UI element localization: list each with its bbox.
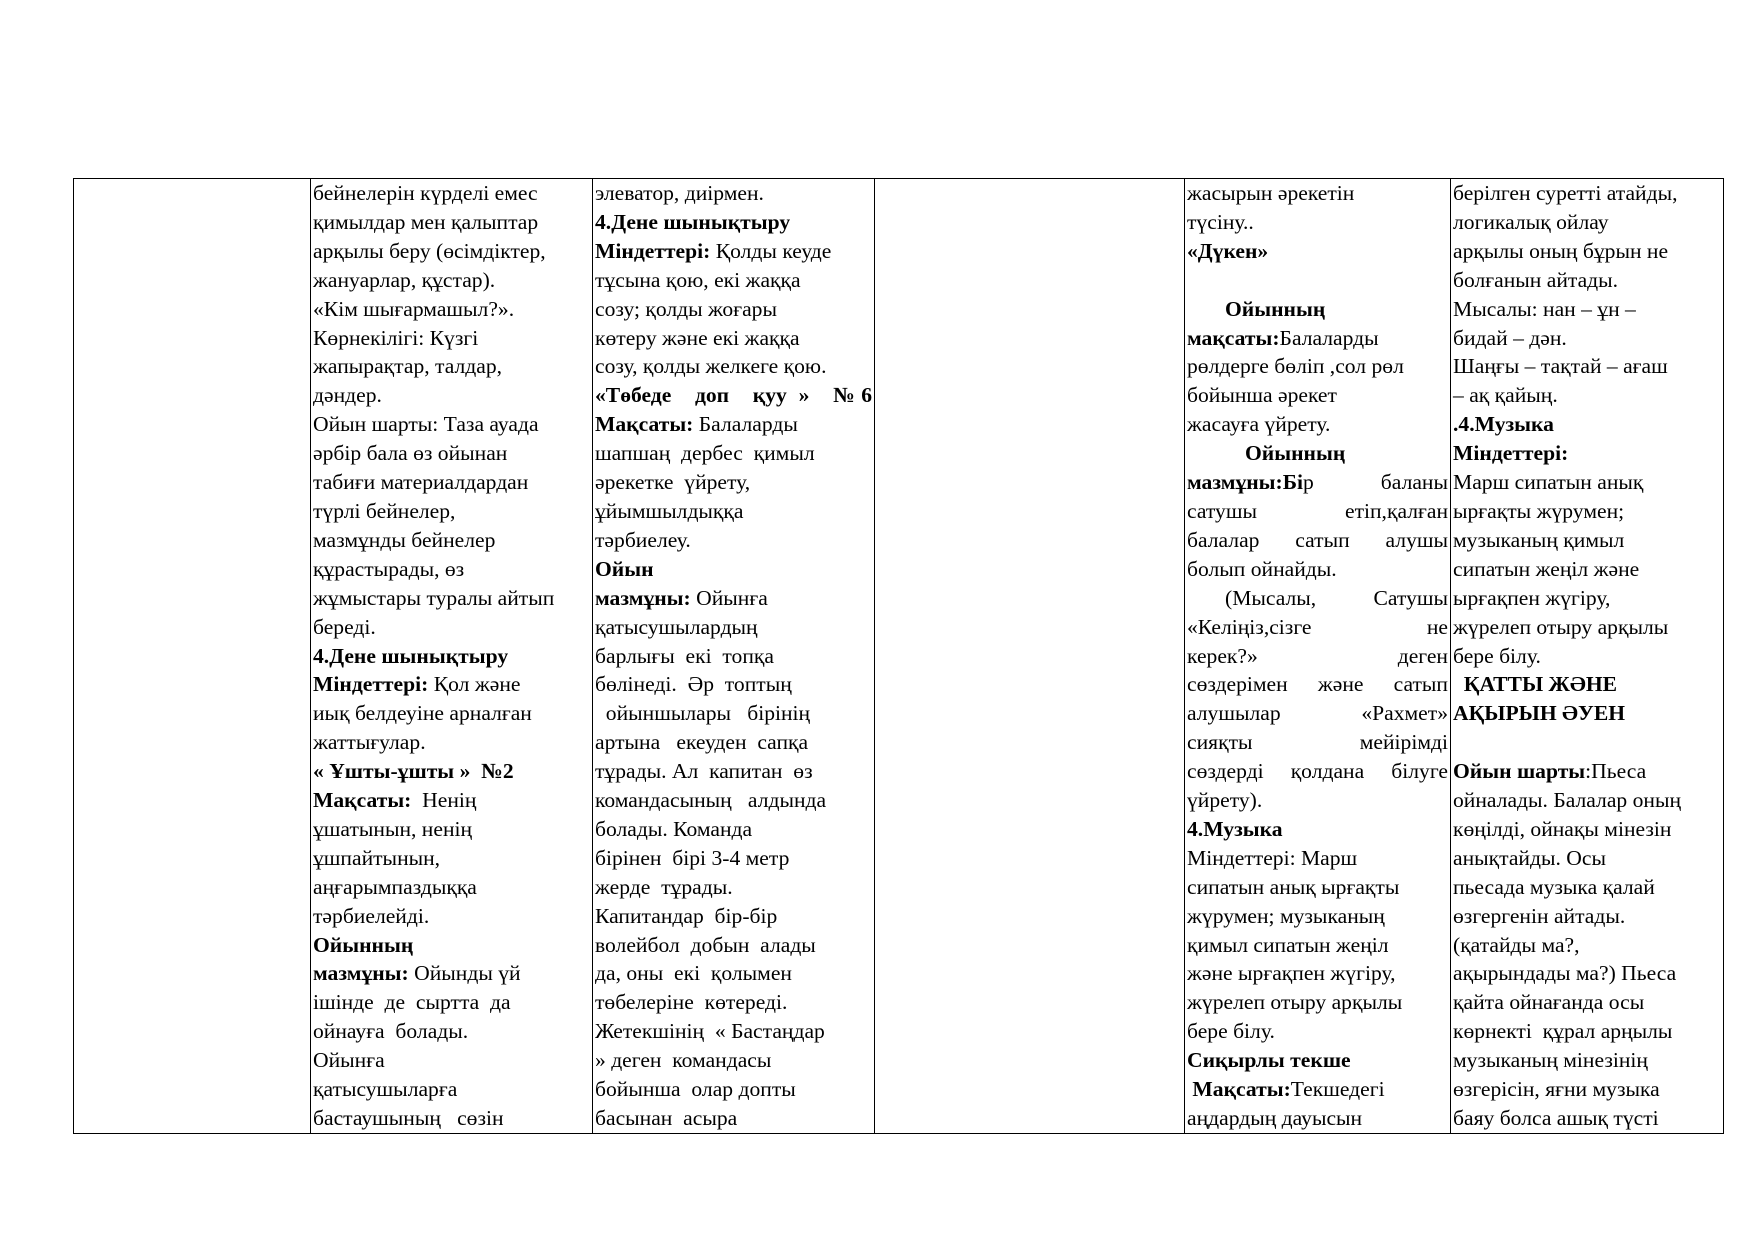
plain-text: қимылдар мен қалыптар (313, 209, 539, 234)
text-line (1453, 642, 1721, 671)
plain-text: барлығы екі топқа (595, 643, 774, 668)
text-line (313, 179, 590, 208)
plain-text: ойналады. Балалар оның (1453, 788, 1682, 813)
plain-text: бойынша олар допты (595, 1077, 796, 1102)
text-line (595, 613, 872, 642)
text-line (1187, 728, 1448, 757)
text-line (595, 237, 872, 266)
plain-text: Қолды кеуде (710, 238, 832, 263)
plain-text: Балаларды (1279, 325, 1379, 350)
plain-text: арқылы беру (өсімдіктер, (313, 238, 546, 263)
plain-text: бөлінеді. Әр топтың (595, 672, 792, 697)
plain-text: Шаңғы – тақтай – ағаш (1453, 354, 1668, 379)
plain-text: көтеру және екі жаққа (595, 325, 800, 350)
text-line (1187, 526, 1448, 555)
plain-text: анықтайды. Осы (1453, 845, 1606, 870)
plain-text: дәндер. (313, 383, 382, 408)
plain-text: сөздерді қолдана білуге (1187, 759, 1448, 784)
bold-text: Ойын шарты (1453, 759, 1586, 784)
text-line (1453, 1075, 1721, 1104)
plain-text: музыканың мінезінің (1453, 1048, 1648, 1073)
bold-text: Міндеттері: (1453, 441, 1569, 466)
bold-text: 4.Дене шынықтыру (595, 209, 791, 234)
plain-text: шапшаң дербес қимыл (595, 441, 815, 466)
bold-text: Міндеттері: (595, 238, 711, 263)
text-line (595, 1104, 872, 1133)
plain-text: Текшедегі (1290, 1077, 1385, 1102)
plain-text: Ойынға (313, 1048, 385, 1073)
plain-text: төбелеріне көтереді. (595, 990, 788, 1015)
text-line (1187, 670, 1448, 699)
plain-text: және ырғақпен жүгіру, (1187, 961, 1396, 986)
text-line (1187, 1075, 1448, 1104)
plain-text: болып ойнайды. (1187, 556, 1337, 581)
bold-text: Ойынның (1225, 296, 1326, 321)
text-line (1453, 699, 1721, 728)
table-cell-col3 (593, 179, 875, 1134)
plain-text: әрбір бала өз ойынан (313, 441, 508, 466)
plain-text: ойыншылары бірінің (595, 701, 811, 726)
plain-text: тәрбиелейді. (313, 903, 430, 928)
text-line (313, 757, 590, 786)
text-line (595, 555, 872, 584)
table-row (74, 179, 1724, 1134)
text-line (1453, 266, 1721, 295)
text-line (313, 642, 590, 671)
plain-text: түсіну.. (1187, 209, 1254, 234)
text-line (313, 670, 590, 699)
text-line (1453, 873, 1721, 902)
plain-text: ұшатынын, ненің (313, 816, 473, 841)
bold-text: «Дүкен» (1187, 238, 1269, 263)
plain-text: сөздерімен және сатып (1187, 672, 1448, 697)
text-line (595, 352, 872, 381)
text-line (1187, 902, 1448, 931)
text-line (595, 468, 872, 497)
text-line (595, 1046, 872, 1075)
plain-text: арқылы оның бұрын не (1453, 238, 1669, 263)
text-line (313, 410, 590, 439)
text-line (313, 613, 590, 642)
text-line (595, 1075, 872, 1104)
plain-text: Жетекшінің « Бастаңдар (595, 1019, 825, 1044)
table-cell-col5 (1185, 179, 1451, 1134)
text-line (595, 410, 872, 439)
text-line (595, 584, 872, 613)
plain-text: Ненің (411, 788, 477, 813)
plain-text: Ойынды үй (408, 961, 521, 986)
text-line (595, 699, 872, 728)
plain-text: созу, қолды желкеге қою. (595, 354, 827, 379)
plain-text: ырғақпен жүгіру, (1453, 585, 1611, 610)
bold-text: мазмұны: (313, 961, 409, 986)
plain-text: аңдардың дауысын (1187, 1106, 1363, 1130)
plain-text: Қол және (428, 672, 521, 697)
text-line (595, 1017, 872, 1046)
plain-text: – ақ қайың. (1453, 383, 1558, 408)
text-line (1187, 352, 1448, 381)
text-line (1453, 670, 1721, 699)
plain-text: болады. Команда (595, 816, 753, 841)
text-line (1187, 1104, 1448, 1133)
plain-text: сипатын жеңіл және (1453, 556, 1640, 581)
text-line (595, 844, 872, 873)
plain-text: ойнауға болады. (313, 1019, 469, 1044)
text-line (313, 468, 590, 497)
plain-text: жерде тұрады. (595, 874, 733, 899)
text-line (595, 670, 872, 699)
plain-text: сипатын анық ырғақты (1187, 874, 1400, 899)
bold-text: 4.Дене шынықтыру (313, 643, 509, 668)
text-line (1187, 584, 1448, 613)
text-line (313, 555, 590, 584)
bold-text: мазмұны:Бі (1187, 470, 1304, 495)
plain-text: пьесада музыка қалай (1453, 874, 1655, 899)
plain-text: (Мысалы, Сатушы (1225, 585, 1448, 610)
text-line (1187, 295, 1448, 324)
text-line (595, 642, 872, 671)
text-line (313, 931, 590, 960)
text-line (1187, 844, 1448, 873)
plain-text: түрлі бейнелер, (313, 498, 456, 523)
text-line (1453, 1046, 1721, 1075)
plain-text: басынан асыра (595, 1106, 738, 1130)
text-line (595, 208, 872, 237)
bold-text: Ойынның (313, 932, 414, 957)
text-line (1187, 699, 1448, 728)
text-line (313, 1104, 590, 1133)
text-line (595, 988, 872, 1017)
text-line (1187, 1017, 1448, 1046)
plain-text: болғанын айтады. (1453, 267, 1619, 292)
plain-text: қайта ойнағанда осы (1453, 990, 1645, 1015)
text-line (1453, 381, 1721, 410)
text-line (313, 786, 590, 815)
plain-text: бойынша әрекет (1187, 383, 1337, 408)
text-line (1187, 642, 1448, 671)
text-line (313, 1046, 590, 1075)
text-line (313, 526, 590, 555)
plain-text: жүрелеп отыру арқылы (1187, 990, 1403, 1015)
text-line (1453, 815, 1721, 844)
text-line (595, 439, 872, 468)
text-line (313, 728, 590, 757)
text-line (595, 959, 872, 988)
table-cell-col4 (875, 179, 1185, 1134)
text-line (1453, 728, 1721, 757)
plain-text: әрекетке үйрету, (595, 470, 751, 495)
text-line (313, 959, 590, 988)
text-line (313, 844, 590, 873)
plain-text: элеватор, диірмен. (595, 181, 764, 205)
text-line (313, 295, 590, 324)
plain-text: созу; қолды жоғары (595, 296, 777, 321)
plain-text: бере білу. (1187, 1019, 1275, 1044)
text-line (313, 208, 590, 237)
bold-text: 4.Музыка (1187, 816, 1283, 841)
plain-text: иық белдеуіне арналған (313, 701, 532, 726)
bold-text: Сиқырлы текше (1187, 1048, 1351, 1073)
text-line (1453, 208, 1721, 237)
text-line (1187, 266, 1448, 295)
plain-text: көрнекті құрал арңылы (1453, 1019, 1673, 1044)
plain-text: бере білу. (1453, 643, 1541, 668)
bold-text: ҚАТТЫ ЖӘНЕ (1453, 672, 1618, 697)
text-line (1453, 526, 1721, 555)
plain-text: өзгергенін айтады. (1453, 903, 1626, 928)
text-line (1453, 931, 1721, 960)
text-line (1453, 1104, 1721, 1133)
text-line (1453, 757, 1721, 786)
table-cell-col6 (1451, 179, 1724, 1134)
text-line (595, 728, 872, 757)
text-line (1453, 1017, 1721, 1046)
text-line (313, 352, 590, 381)
text-line (1187, 959, 1448, 988)
bold-text: Міндеттері: (313, 672, 429, 697)
text-line (595, 873, 872, 902)
plain-text: «Келіңіз,сізге не (1187, 614, 1448, 639)
bold-text: .4.Музыка (1453, 412, 1554, 437)
text-line (1187, 381, 1448, 410)
text-line (1187, 497, 1448, 526)
plain-text: берілген суретті атайды, (1453, 181, 1678, 205)
text-line (1187, 555, 1448, 584)
plain-text: Ойынға (690, 585, 768, 610)
plain-text: артына екеуден сапқа (595, 730, 809, 755)
plain-text: волейбол добын алады (595, 932, 816, 957)
text-line (595, 931, 872, 960)
plain-text: Балаларды (693, 412, 798, 437)
plain-text: бидай – дән. (1453, 325, 1567, 350)
bold-text: Мақсаты: (595, 412, 694, 437)
plain-text: Капитандар бір-бір (595, 903, 778, 928)
plain-text: сияқты мейірімді (1187, 730, 1448, 755)
text-line (595, 526, 872, 555)
plain-text (1453, 730, 1458, 754)
plain-text: жаттығулар. (313, 730, 426, 755)
text-line (1187, 931, 1448, 960)
plain-text: жасырын әрекетін (1187, 181, 1355, 205)
text-line (1187, 613, 1448, 642)
plain-text: жасауға үйрету. (1187, 412, 1331, 437)
text-line (1453, 584, 1721, 613)
text-line (1187, 1046, 1448, 1075)
text-line (1187, 439, 1448, 468)
plain-text: алушылар «Рахмет» (1187, 701, 1448, 726)
text-line (1187, 208, 1448, 237)
text-line (1453, 613, 1721, 642)
plain-text: жапырақтар, талдар, (313, 354, 503, 379)
plain-text: ақырындады ма?) Пьеса (1453, 961, 1677, 986)
plain-text: Міндеттері: Марш (1187, 845, 1358, 870)
plain-text: командасының алдында (595, 788, 827, 813)
text-line (1187, 468, 1448, 497)
plain-text: ұшпайтынын, (313, 845, 441, 870)
plain-text: құрастырады, өз (313, 556, 465, 581)
plain-text: баяу болса ашық түсті (1453, 1106, 1659, 1130)
plain-text: бірінен бірі 3-4 метр (595, 845, 790, 870)
text-line (1453, 410, 1721, 439)
text-line (1187, 324, 1448, 353)
text-line (313, 699, 590, 728)
text-line (313, 873, 590, 902)
text-line (1187, 410, 1448, 439)
text-line (1453, 555, 1721, 584)
text-line (595, 324, 872, 353)
text-line (1187, 179, 1448, 208)
text-line (595, 179, 872, 208)
bold-text: Ойын (595, 556, 654, 581)
plain-text: бейнелерін күрделі емес (313, 181, 538, 205)
text-line (595, 757, 872, 786)
text-line (1453, 786, 1721, 815)
plain-text: қатысушыларға (313, 1077, 458, 1102)
text-line (1453, 959, 1721, 988)
plain-text: береді. (313, 614, 376, 639)
plain-text: балалар сатып алушы (1187, 527, 1448, 552)
text-line (595, 381, 872, 410)
text-line (1453, 352, 1721, 381)
text-line (1453, 497, 1721, 526)
plain-text: рөлдерге бөліп ,сол рөл (1187, 354, 1404, 379)
plain-text: өзгерісін, яғни музыка (1453, 1077, 1660, 1102)
text-line (595, 295, 872, 324)
text-line (1453, 988, 1721, 1017)
text-line (313, 324, 590, 353)
plain-text: қимыл сипатын жеңіл (1187, 932, 1389, 957)
plain-text: аңғарымпаздыққа (313, 874, 477, 899)
text-line (1453, 324, 1721, 353)
plain-text: керек?» деген (1187, 643, 1448, 668)
text-line (313, 815, 590, 844)
bold-text: АҚЫРЫН ӘУЕН (1453, 701, 1626, 726)
text-line (1453, 237, 1721, 266)
text-line (313, 902, 590, 931)
bold-text: «Төбеде доп қуу » №6 (595, 383, 872, 408)
plain-text: тұрады. Ал капитан өз (595, 759, 813, 784)
plain-text: да, оны екі қолымен (595, 961, 792, 986)
table-cell-col1 (74, 179, 311, 1134)
text-line (1453, 295, 1721, 324)
plain-text: р баланы (1303, 470, 1448, 495)
text-line (1187, 786, 1448, 815)
text-line (1187, 815, 1448, 844)
plain-text: музыканың қимыл (1453, 527, 1625, 552)
bold-text: мақсаты: (1187, 325, 1280, 350)
plain-text: » деген командасы (595, 1048, 772, 1073)
text-line (1187, 237, 1448, 266)
text-line (1453, 468, 1721, 497)
text-line (313, 988, 590, 1017)
plain-text: Ойын шарты: Таза ауада (313, 412, 539, 437)
plain-text: ұйымшылдыққа (595, 498, 744, 523)
table-cell-col2 (311, 179, 593, 1134)
plain-text: көңілді, ойнақы мінезін (1453, 816, 1672, 841)
plain-text: Мысалы: нан – ұн – (1453, 296, 1636, 321)
text-line (1453, 844, 1721, 873)
text-line (595, 266, 872, 295)
plain-text: қатысушылардың (595, 614, 758, 639)
plain-text: мазмұнды бейнелер (313, 527, 496, 552)
text-line (595, 786, 872, 815)
plain-text: ырғақты жүрумен; (1453, 498, 1625, 523)
text-line (595, 497, 872, 526)
text-line (313, 584, 590, 613)
text-line (595, 815, 872, 844)
plain-text: «Кім шығармашыл?». (313, 296, 515, 321)
plain-text: Көрнекілігі: Күзгі (313, 325, 479, 350)
plain-text: жүрелеп отыру арқылы (1453, 614, 1669, 639)
text-line (1453, 902, 1721, 931)
text-line (1187, 988, 1448, 1017)
bold-text: мазмұны: (595, 585, 691, 610)
text-line (1453, 439, 1721, 468)
plain-text: жұмыстары туралы айтып (313, 585, 555, 610)
plain-text: ішінде де сыртта да (313, 990, 511, 1015)
plain-text: тұсына қою, екі жаққа (595, 267, 801, 292)
bold-text: « Ұшты-ұшты » №2 (313, 759, 514, 784)
text-line (313, 381, 590, 410)
text-line (313, 266, 590, 295)
plain-text: табиғи материалдардан (313, 470, 529, 495)
plain-text: логикалық ойлау (1453, 209, 1609, 234)
plain-text: жануарлар, құстар). (313, 267, 496, 292)
text-line (313, 237, 590, 266)
text-line (595, 902, 872, 931)
text-line (1187, 757, 1448, 786)
plain-text: жүрумен; музыканың (1187, 903, 1385, 928)
text-line (313, 439, 590, 468)
text-line (1453, 179, 1721, 208)
plain-text: сатушы етіп,қалған (1187, 498, 1448, 523)
plain-text: үйрету). (1187, 788, 1263, 813)
text-line (1187, 873, 1448, 902)
text-line (313, 497, 590, 526)
plain-text: бастаушының сөзін (313, 1106, 504, 1130)
bold-text: Мақсаты: (313, 788, 412, 813)
plain-text: (қатайды ма?, (1453, 932, 1580, 957)
text-line (313, 1017, 590, 1046)
text-line (313, 1075, 590, 1104)
plain-text: тәрбиелеу. (595, 527, 691, 552)
plain-text: Марш сипатын анық (1453, 470, 1644, 495)
bold-text: Мақсаты: (1187, 1077, 1291, 1102)
plain-text (1187, 268, 1192, 292)
lesson-plan-table (73, 178, 1724, 1134)
plain-text: :Пьеса (1585, 759, 1647, 784)
bold-text: Ойынның (1245, 441, 1346, 466)
